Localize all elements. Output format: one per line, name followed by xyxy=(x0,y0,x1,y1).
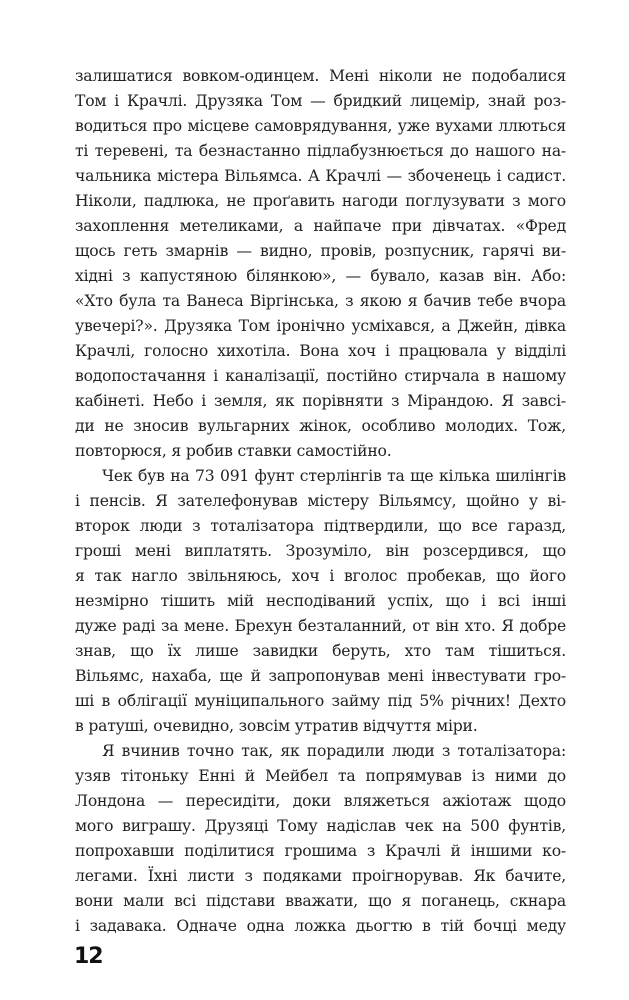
text-line: залишатися вовком-одинцем. Мені ніколи не подобалися xyxy=(75,67,566,85)
paragraph xyxy=(75,739,566,939)
text-line: щось геть змарнів — видно, провів, розпусник, гарячі ви- xyxy=(75,242,566,260)
page-body-text xyxy=(75,64,566,939)
text-line: легами. Їхні листи з подяками проігнорував. Як бачите, xyxy=(75,867,566,885)
text-line: і задавака. Одначе одна ложка дьогтю в тій бочці меду xyxy=(75,917,566,935)
text-line: вони мали всі підстави вважати, що я поганець, скнара xyxy=(75,892,566,910)
text-line: Лондона — пересидіти, доки вляжеться ажіотаж щодо xyxy=(75,792,566,810)
text-line: в ратуші, очевидно, зовсім утратив відчуття міри. xyxy=(75,717,478,735)
text-line: Я вчинив точно так, як порадили люди з тоталізатора: xyxy=(102,742,566,760)
text-line: Том і Крачлі. Друзяка Том — бридкий лицемір, знай роз- xyxy=(75,92,566,110)
text-line: дуже раді за мене. Брехун безталанний, от він хто. Я добре xyxy=(75,617,566,635)
text-line: ші в облігації муніципального займу під 5% річних! Дехто xyxy=(75,692,566,710)
text-line: мого виграшу. Друзяці Тому надіслав чек на 500 фунтів, xyxy=(75,817,566,835)
paragraph xyxy=(75,464,566,739)
text-line: второк люди з тоталізатора підтвердили, що все гаразд, xyxy=(75,517,566,535)
paragraph xyxy=(75,64,566,464)
text-line: водопостачання і каналізації, постійно стирчала в нашому xyxy=(75,367,566,385)
text-line: Ніколи, падлюка, не проґавить нагоди поглузувати з мого xyxy=(75,192,566,210)
text-line: кабінеті. Небо і земля, як порівняти з Мірандою. Я завсі- xyxy=(75,392,566,410)
page-number: 12 xyxy=(74,944,103,969)
text-line: гроші мені виплатять. Зрозуміло, він розсердився, що xyxy=(75,542,566,560)
text-line: Чек був на 73 091 фунт стерлінгів та ще кілька шилінгів xyxy=(102,467,566,485)
text-line: і пенсів. Я зателефонував містеру Вільямсу, щойно у ві- xyxy=(75,492,566,510)
text-line: я так нагло звільняюсь, хоч і вголос пробекав, що його xyxy=(75,567,566,585)
text-line: узяв тітоньку Енні й Мейбел та попрямував із ними до xyxy=(75,767,566,785)
text-line: «Хто була та Ванеса Віргінська, з якою я бачив тебе вчора xyxy=(75,292,566,310)
text-line: попрохавши поділитися грошима з Крачлі й іншими ко- xyxy=(75,842,566,860)
text-line: ті теревені, та безнастанно підлабузнюється до нашого на- xyxy=(75,142,566,160)
text-line: чальника містера Вільямса. А Крачлі — збоченець і садист. xyxy=(75,167,566,185)
text-line: знав, що їх лише завидки беруть, хто там тішиться. xyxy=(75,642,566,660)
text-line: повторюся, я робив ставки самостійно. xyxy=(75,442,392,460)
text-line: захоплення метеликами, а найпаче при дівчатах. «Фред xyxy=(75,217,566,235)
text-line: хідні з капустяною білянкою», — бувало, казав він. Або: xyxy=(75,267,566,285)
text-line: Вільямс, нахаба, ще й запропонував мені інвестувати гро- xyxy=(75,667,566,685)
text-line: ди не зносив вульгарних жінок, особливо молодих. Тож, xyxy=(75,417,566,435)
text-line: Крачлі, голосно хихотіла. Вона хоч і працювала у відділі xyxy=(75,342,566,360)
text-line: увечері?». Друзяка Том іронічно усміхався, а Джейн, дівка xyxy=(75,317,566,335)
text-line: незмірно тішить мій несподіваний успіх, що і всі інші xyxy=(75,592,566,610)
text-line: водиться про місцеве самоврядування, уже вухами ллються xyxy=(75,117,566,135)
